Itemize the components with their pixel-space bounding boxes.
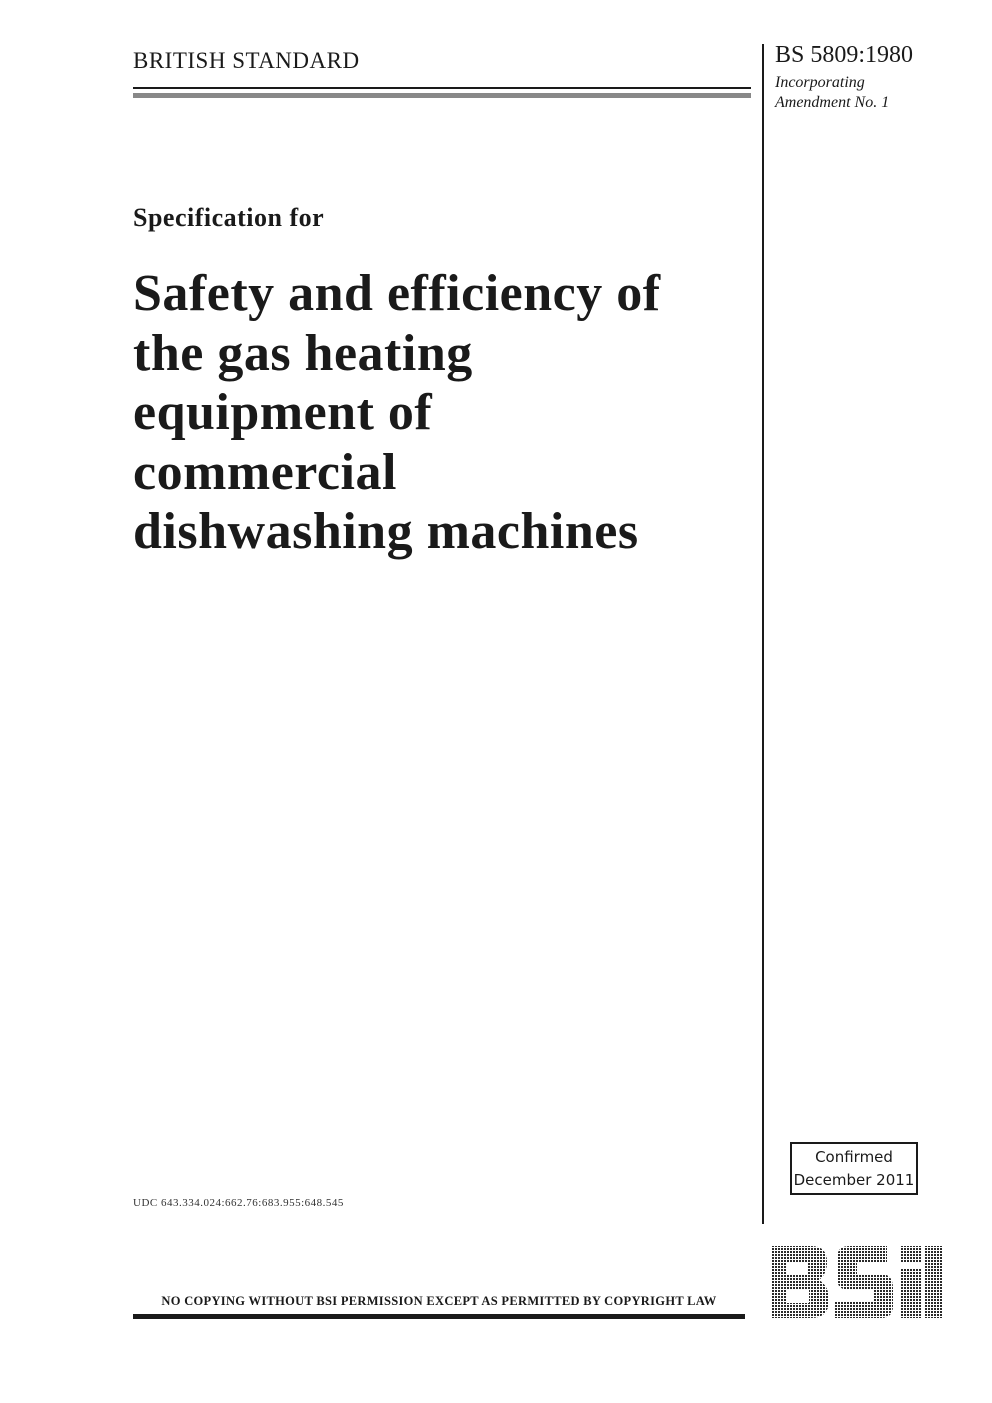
document-series-label: BRITISH STANDARD [133, 48, 360, 73]
confirmed-label: Confirmed [815, 1148, 893, 1166]
amendment-line-2: Amendment No. 1 [775, 94, 890, 111]
title-line: Safety and efficiency of [133, 265, 661, 322]
title-line: commercial [133, 443, 397, 501]
confirmed-stamp [790, 1142, 918, 1195]
document-title [133, 264, 753, 562]
title-line: equipment of [133, 384, 433, 441]
column-divider [762, 44, 764, 1224]
copyright-notice: NO COPYING WITHOUT BSI PERMISSION EXCEPT AS PERMITTED BY COPYRIGHT LAW [161, 1294, 717, 1308]
title-line: the gas heating [133, 324, 473, 382]
udc-classification: UDC 643.334.024:662.76:683.955:648.545 [133, 1197, 344, 1209]
header-rule-thin [133, 87, 751, 89]
title-prefix: Specification for [133, 203, 325, 232]
amendment-line-1: Incorporating [775, 74, 865, 91]
header-rule-thick [133, 93, 751, 98]
confirmed-date: December 2011 [793, 1171, 915, 1189]
standard-number: BS 5809:1980 [775, 42, 914, 68]
bsi-logo [769, 1242, 945, 1322]
title-line: dishwashing machines [133, 503, 639, 560]
footer-rule [133, 1314, 745, 1319]
